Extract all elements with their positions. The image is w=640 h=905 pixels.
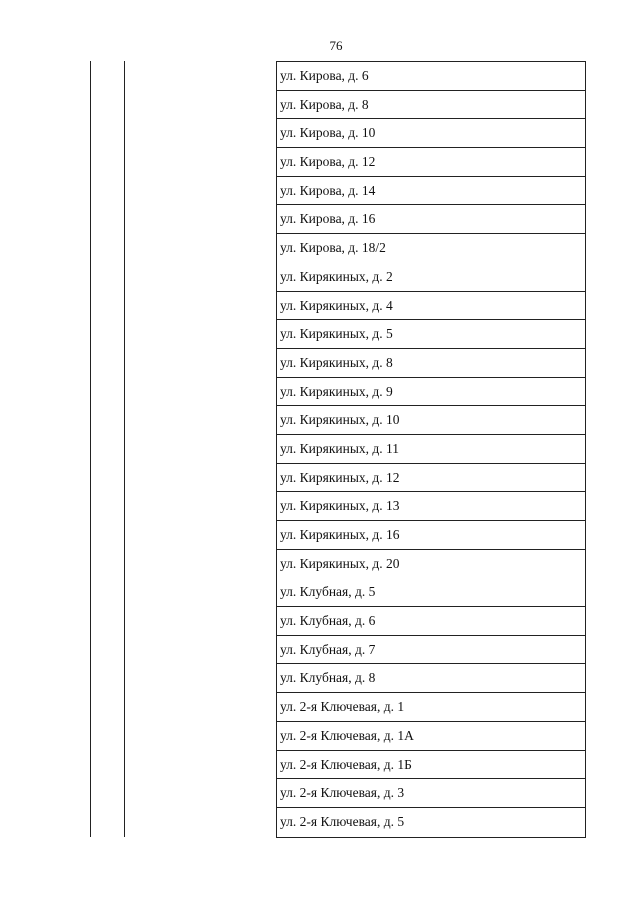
table-row: ул. Кирова, д. 10	[277, 119, 585, 148]
table-row: ул. Кирякиных, д. 2	[277, 263, 585, 292]
table-row: ул. Кирова, д. 16	[277, 205, 585, 234]
table-column-border-middle	[124, 61, 125, 837]
table-row: ул. Кирякиных, д. 4	[277, 292, 585, 321]
table-row: ул. 2-я Ключевая, д. 3	[277, 779, 585, 808]
table-row: ул. Кирякиных, д. 16	[277, 521, 585, 550]
table-row: ул. 2-я Ключевая, д. 5	[280, 813, 405, 829]
table-column-border-left	[90, 61, 91, 837]
table-row: ул. Кирова, д. 8	[277, 91, 585, 120]
table-row: ул. Кирова, д. 14	[277, 177, 585, 206]
table-row: ул. Кирякиных, д. 10	[277, 406, 585, 435]
table-row: ул. Клубная, д. 5	[277, 578, 585, 607]
table-row: ул. Кирякиных, д. 5	[277, 320, 585, 349]
table-row: ул. Кирова, д. 6	[277, 62, 585, 91]
table-row: ул. Клубная, д. 8	[277, 664, 585, 693]
table-row: ул. Кирякиных, д. 13	[277, 492, 585, 521]
table-row: ул. Клубная, д. 7	[277, 636, 585, 665]
table-row: ул. 2-я Ключевая, д. 1	[277, 693, 585, 722]
table-row: ул. Кирякиных, д. 11	[277, 435, 585, 464]
table-row: ул. Кирякиных, д. 20	[280, 555, 400, 571]
table-row: ул. 2-я Ключевая, д. 1Б	[277, 751, 585, 780]
table-row: ул. Клубная, д. 6	[277, 607, 585, 636]
table-row: ул. 2-я Ключевая, д. 1А	[277, 722, 585, 751]
table-row: ул. Кирякиных, д. 9	[277, 378, 585, 407]
table-row: ул. Кирякиных, д. 12	[277, 464, 585, 493]
page-number: 76	[329, 38, 343, 53]
table-row: ул. Кирова, д. 18/2	[280, 240, 386, 256]
table-row: ул. Кирякиных, д. 8	[277, 349, 585, 378]
address-table	[276, 61, 586, 838]
table-row: ул. Кирова, д. 12	[277, 148, 585, 177]
